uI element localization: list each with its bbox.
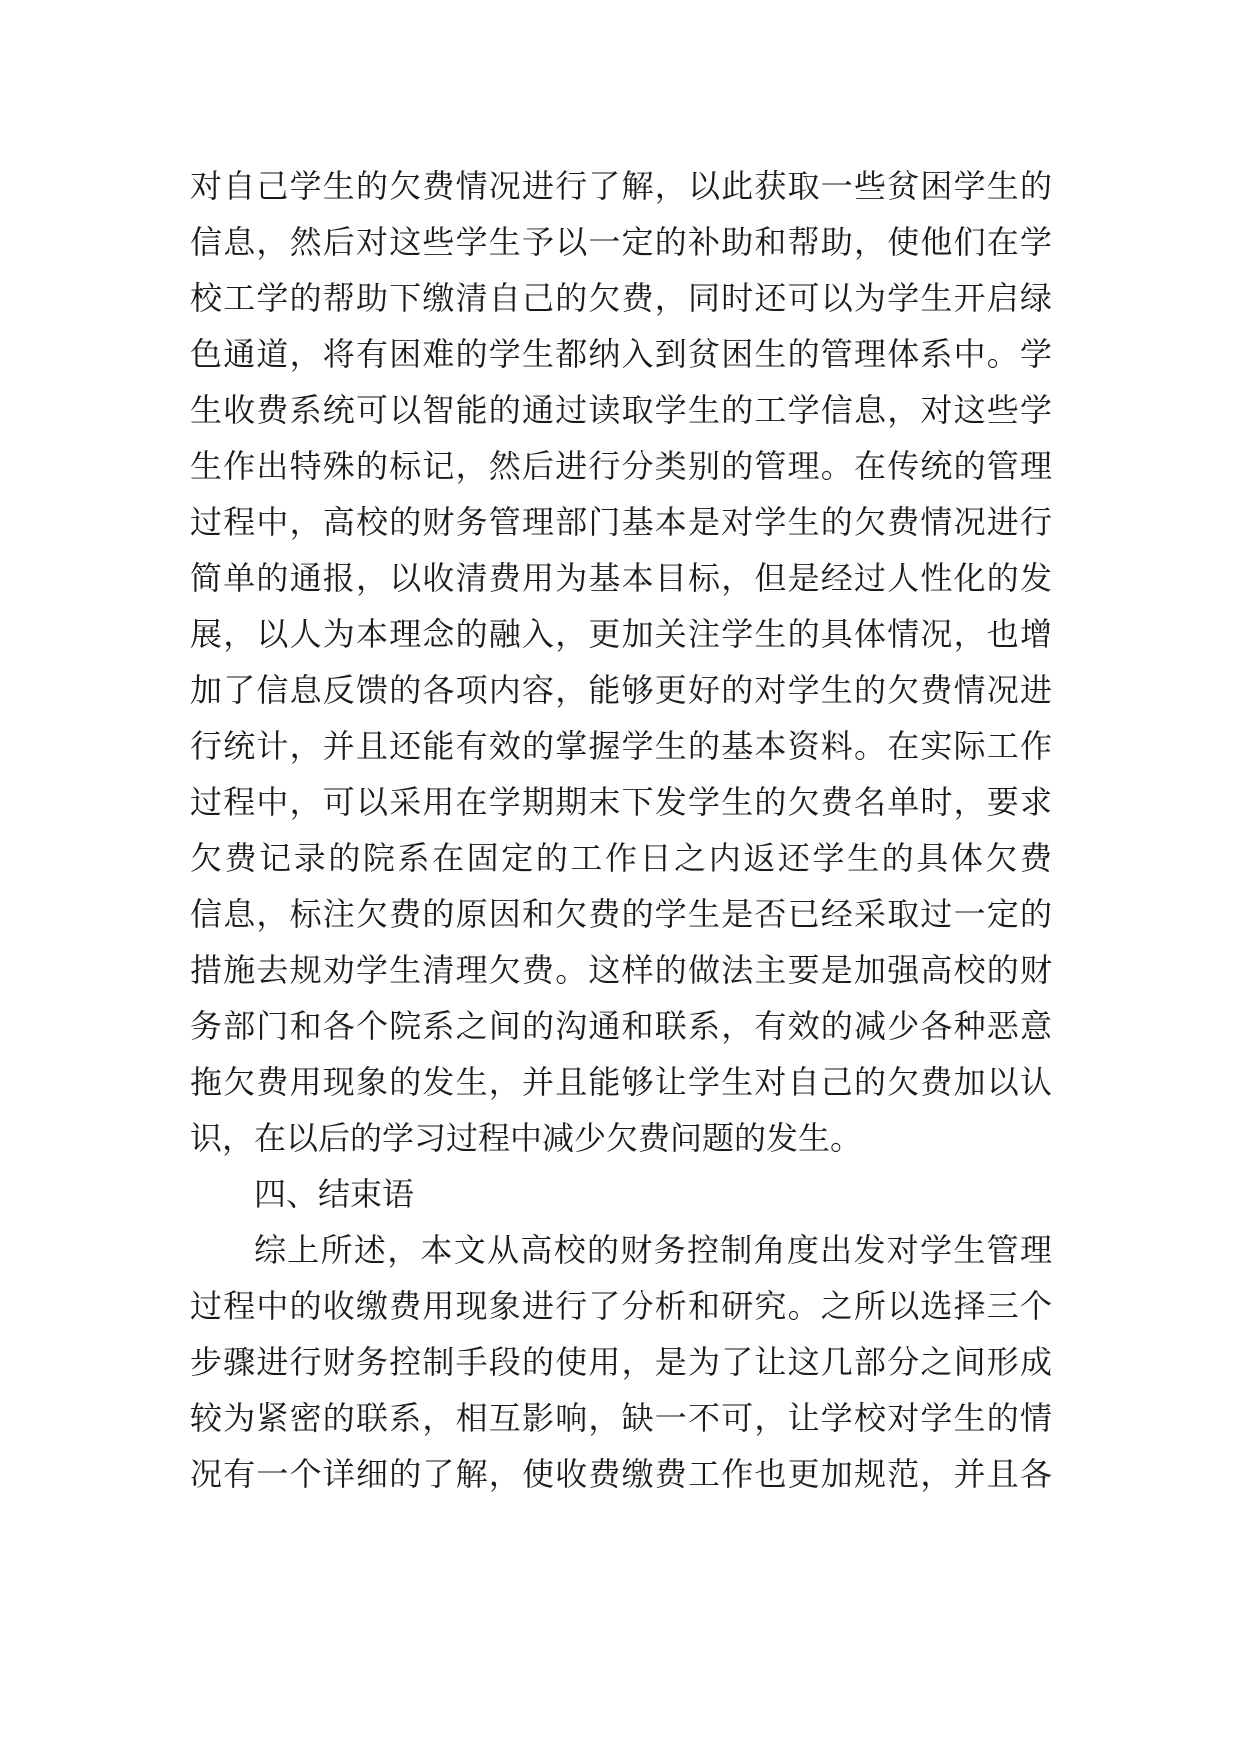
document-body xyxy=(190,158,1052,1502)
paragraph-1-line: 色通道，将有困难的学生都纳入到贫困生的管理体系中。学 xyxy=(190,335,1052,373)
paragraph-1-line: 生作出特殊的标记，然后进行分类别的管理。在传统的管理 xyxy=(190,447,1052,485)
paragraph-2-line: 步骤进行财务控制手段的使用，是为了让这几部分之间形成 xyxy=(190,1343,1052,1381)
paragraph-1-line: 展，以人为本理念的融入，更加关注学生的具体情况，也增 xyxy=(190,615,1052,653)
paragraph-1-line: 简单的通报，以收清费用为基本目标，但是经过人性化的发 xyxy=(190,559,1052,597)
paragraph-1-line: 对自己学生的欠费情况进行了解，以此获取一些贫困学生的 xyxy=(190,167,1052,205)
paragraph-1-line: 过程中，高校的财务管理部门基本是对学生的欠费情况进行 xyxy=(190,503,1052,541)
paragraph-2-line: 况有一个详细的了解，使收费缴费工作也更加规范，并且各 xyxy=(190,1455,1052,1493)
paragraph-1-line: 行统计，并且还能有效的掌握学生的基本资料。在实际工作 xyxy=(190,727,1052,765)
paragraph-1-line: 过程中，可以采用在学期期末下发学生的欠费名单时，要求 xyxy=(190,783,1052,821)
paragraph-2-line: 较为紧密的联系，相互影响，缺一不可，让学校对学生的情 xyxy=(190,1399,1052,1437)
paragraph-1-line: 信息，然后对这些学生予以一定的补助和帮助，使他们在学 xyxy=(190,223,1052,261)
paragraph-1-line: 欠费记录的院系在固定的工作日之内返还学生的具体欠费 xyxy=(190,839,1052,877)
paragraph-1-line: 信息，标注欠费的原因和欠费的学生是否已经采取过一定的 xyxy=(190,895,1052,933)
section-heading: 四、结束语 xyxy=(254,1175,415,1213)
paragraph-1-line: 生收费系统可以智能的通过读取学生的工学信息，对这些学 xyxy=(190,391,1052,429)
paragraph-2-line: 综上所述，本文从高校的财务控制角度出发对学生管理 xyxy=(254,1231,1052,1269)
paragraph-1-line: 措施去规劝学生清理欠费。这样的做法主要是加强高校的财 xyxy=(190,951,1052,989)
paragraph-2-line: 过程中的收缴费用现象进行了分析和研究。之所以选择三个 xyxy=(190,1287,1052,1325)
paragraph-1-line: 拖欠费用现象的发生，并且能够让学生对自己的欠费加以认 xyxy=(190,1063,1052,1101)
paragraph-1-line: 加了信息反馈的各项内容，能够更好的对学生的欠费情况进 xyxy=(190,671,1052,709)
paragraph-1-line: 务部门和各个院系之间的沟通和联系，有效的减少各种恶意 xyxy=(190,1007,1052,1045)
paragraph-1-line: 校工学的帮助下缴清自己的欠费，同时还可以为学生开启绿 xyxy=(190,279,1052,317)
paragraph-1-line: 识，在以后的学习过程中减少欠费问题的发生。 xyxy=(190,1119,863,1157)
